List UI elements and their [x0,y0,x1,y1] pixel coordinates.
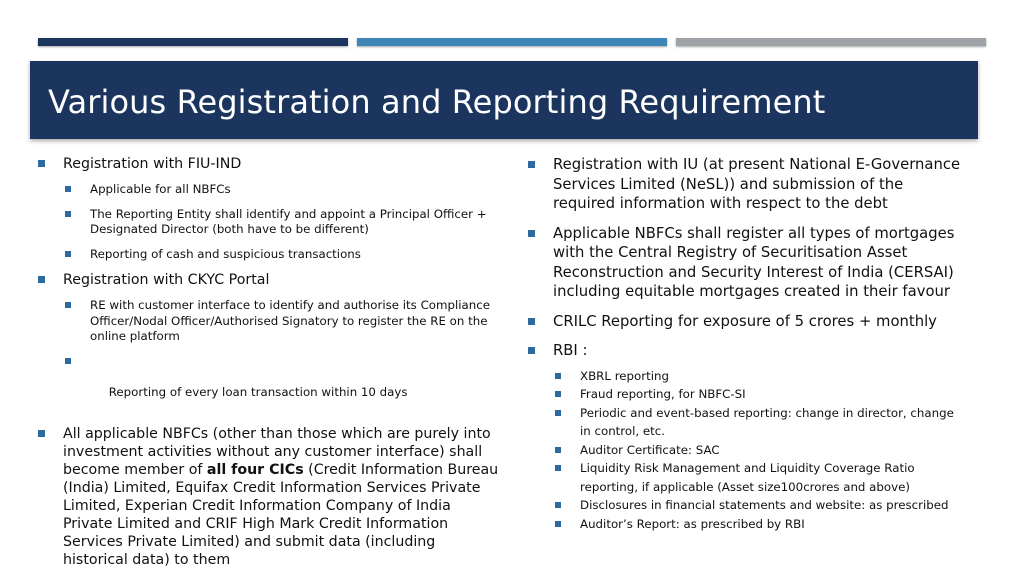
accent-bar-navy [38,38,348,46]
square-bullet-icon [38,276,45,283]
square-bullet-icon [555,373,561,379]
list-item [528,385,964,404]
square-bullet-icon [38,430,45,437]
right-item-text: Applicable NBFCs shall register all types of mortgages with the Central Registry of Securitisation Asset Reconstruction and Security Interest of India (CERSAI) including equitable mortgages created in their favour [553,224,955,300]
fiu-heading: Registration with FIU-IND [63,156,242,172]
right-item-text: CRILC Reporting for exposure of 5 crores + monthly [553,312,937,330]
square-bullet-icon [65,251,71,257]
square-bullet-icon [555,447,561,453]
rbi-item-text: Auditor’s Report: as prescribed by RBI [580,516,805,531]
square-bullet-icon [555,410,561,416]
rbi-item-text: Fraud reporting, for NBFC-SI [580,387,746,401]
square-bullet-icon [555,521,561,527]
right-column [528,155,964,533]
square-bullet-icon [65,302,71,308]
fiu-item-text: Applicable for all NBFCs [90,182,231,196]
ckyc-item-text: RE with customer interface to identify and authorise its Compliance Officer/Nodal Officer/Authorised Signatory to register the RE on the online platform [90,298,491,343]
cic-membership [38,425,500,569]
accent-bar-gray [676,38,986,46]
rbi-item-text: Liquidity Risk Management and Liquidity Coverage Ratio reporting, if applicable (Asset size100crores and above) [580,461,915,494]
square-bullet-icon [555,465,561,471]
list-item [528,459,964,496]
square-bullet-icon [528,318,535,325]
rbi-heading [528,341,964,361]
list-item [38,207,500,238]
square-bullet-icon [528,161,535,168]
slide-title: Various Registration and Reporting Requirement [48,83,826,121]
rbi-item-text: Auditor Certificate: SAC [580,442,720,457]
fiu-registration [38,155,500,173]
ckyc-registration [38,271,500,289]
square-bullet-icon [38,160,45,167]
right-item-text: RBI : [553,342,588,359]
square-bullet-icon [65,211,71,217]
square-bullet-icon [65,186,71,192]
right-item-text: Registration with IU (at present National E-Governance Services Limited (NeSL)) and submission of the required information with respect to the debt [553,156,961,212]
fiu-item-text: The Reporting Entity shall identify and appoint a Principal Officer + Designated Director (both have to be different) [90,206,487,236]
accent-bar-blue [357,38,667,46]
ckyc-heading: Registration with CKYC Portal [63,272,270,288]
list-item [528,496,964,515]
title-band [30,61,978,139]
cic-text-pre: All applicable NBFCs (other than those which are purely into investment activities without any customer interface) shall become member of [63,425,491,478]
list-item [528,404,964,441]
cic-text-post: (Credit Information Bureau (India) Limited, Equifax Credit Information Services Private Limited, Experian Credit Information Company of India Private Limited and CRIF High Mark Credit Information Services Private Limited) and submit data (including historical data) to them [63,461,499,568]
cic-text-bold: all four CICs [206,461,304,478]
list-item [38,182,500,198]
crilc-reporting [528,312,964,332]
left-column [38,155,500,569]
list-item [528,367,964,386]
square-bullet-icon [555,391,561,397]
fiu-item-text: Reporting of cash and suspicious transactions [90,246,361,261]
square-bullet-icon [528,230,535,237]
list-item [528,515,964,534]
list-item [38,354,500,416]
rbi-item-text: Disclosures in financial statements and website: as prescribed [580,498,949,512]
list-item [38,298,500,345]
cersai-registration [528,224,964,302]
list-item [528,441,964,460]
iu-registration [528,155,964,214]
square-bullet-icon [528,347,535,354]
square-bullet-icon [555,502,561,508]
square-bullet-icon [65,358,71,364]
list-item [38,247,500,263]
rbi-item-text: Periodic and event-based reporting: change in director, change in control, etc. [580,405,954,438]
ckyc-item-text: Reporting of every loan transaction within 10 days [105,384,408,399]
rbi-item-text: XBRL reporting [580,368,669,383]
